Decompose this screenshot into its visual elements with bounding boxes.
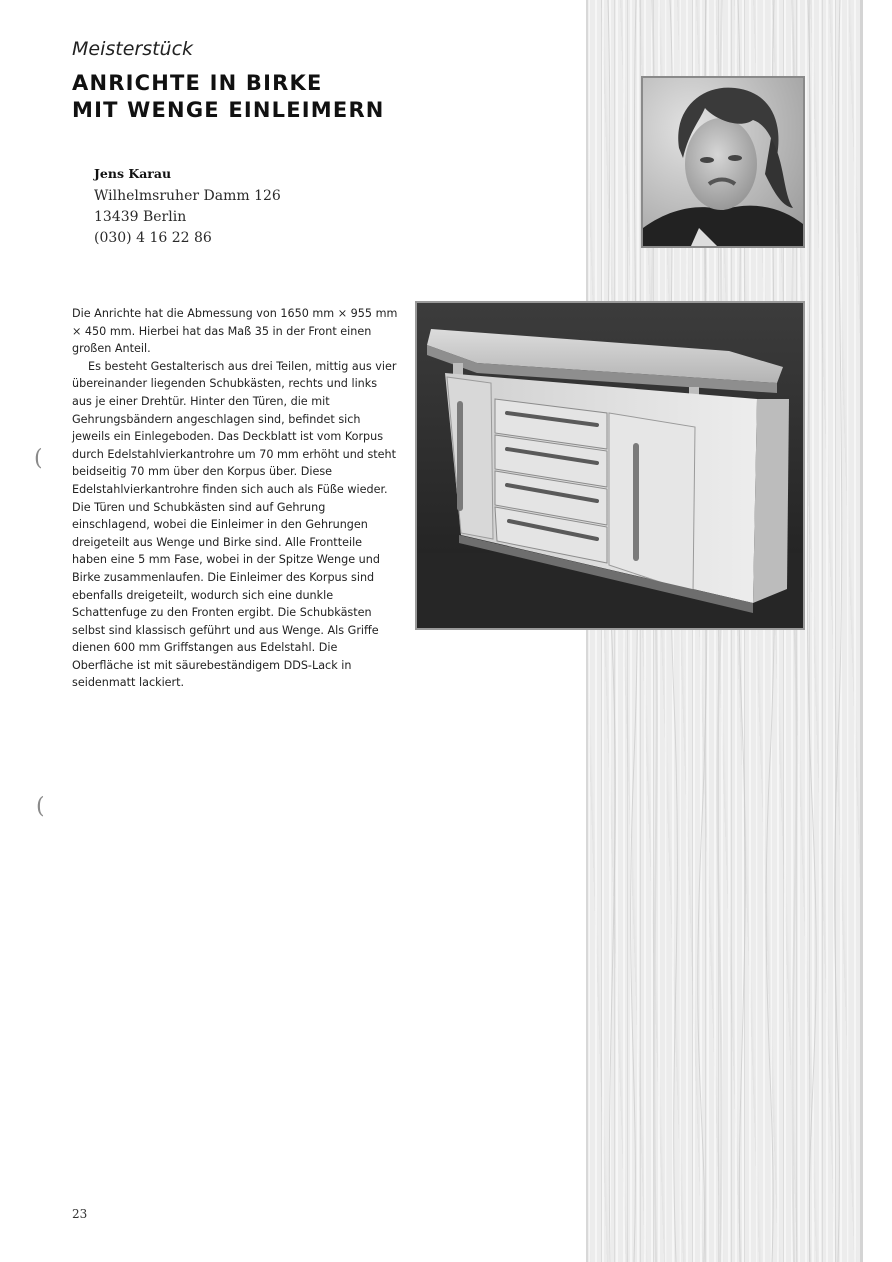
sideboard-image xyxy=(417,303,803,628)
article-body xyxy=(72,305,398,692)
kicker-label: Meisterstück xyxy=(72,38,194,60)
page-title xyxy=(72,70,385,124)
title-line-1: ANRICHTE IN BIRKE xyxy=(72,71,323,95)
portrait-photo xyxy=(641,76,805,248)
page-number: 23 xyxy=(72,1207,88,1221)
body-paragraph-2: Es besteht Gestalterisch aus drei Teilen, mittig aus vier übereinander liegenden Schubkästen, rechts und links aus je einer Drehtür. Hinter den Türen, die mit Gehrungsbändern angeschlagen sind, befindet sich jeweils ein Einlegeboden. Das Deckblatt ist vom Korpus durch Edelstahlvierkantrohre um 70 mm erhöht und steht beidseitig 70 mm über den Korpus über. Diese Edelstahlvierkantrohre finden sich auch als Füße wieder. Die Türen und Schubkästen sind auf Gehrung einschlagend, wobei die Einleimer in den Gehrungen dreigeteilt aus Wenge und Birke sind. Alle Frontteile haben eine 5 mm Fase, wobei in der Spitze Wenge und Birke zusammenlaufen. Die Einleimer des Korpus sind ebenfalls dreigeteilt, wodurch sich eine dunkle Schattenfuge zu den Fronten ergibt. Die Schubkästen selbst sind klassisch geführt und aus Wenge. Als Griffe dienen 600 mm Griffstangen aus Edelstahl. Die Oberfläche ist mit säurebeständigem DDS-Lack in seidenmatt lackiert. xyxy=(72,359,397,690)
punch-hole-mark-bottom: ( xyxy=(36,794,45,819)
contact-city: 13439 Berlin xyxy=(94,209,187,225)
portrait-image xyxy=(643,78,803,246)
contact-block xyxy=(94,166,281,249)
contact-name: Jens Karau xyxy=(94,166,172,181)
sideboard-photo xyxy=(415,301,805,630)
title-line-2: MIT WENGE EINLEIMERN xyxy=(72,98,385,122)
panel-edge-line xyxy=(860,0,863,1262)
punch-hole-mark-top: ( xyxy=(34,446,43,471)
contact-phone: (030) 4 16 22 86 xyxy=(94,230,212,246)
contact-street: Wilhelmsruher Damm 126 xyxy=(94,188,281,204)
body-paragraph-1: Die Anrichte hat die Abmessung von 1650 mm × 955 mm × 450 mm. Hierbei hat das Maß 35 in der Front einen großen Anteil. xyxy=(72,307,398,356)
